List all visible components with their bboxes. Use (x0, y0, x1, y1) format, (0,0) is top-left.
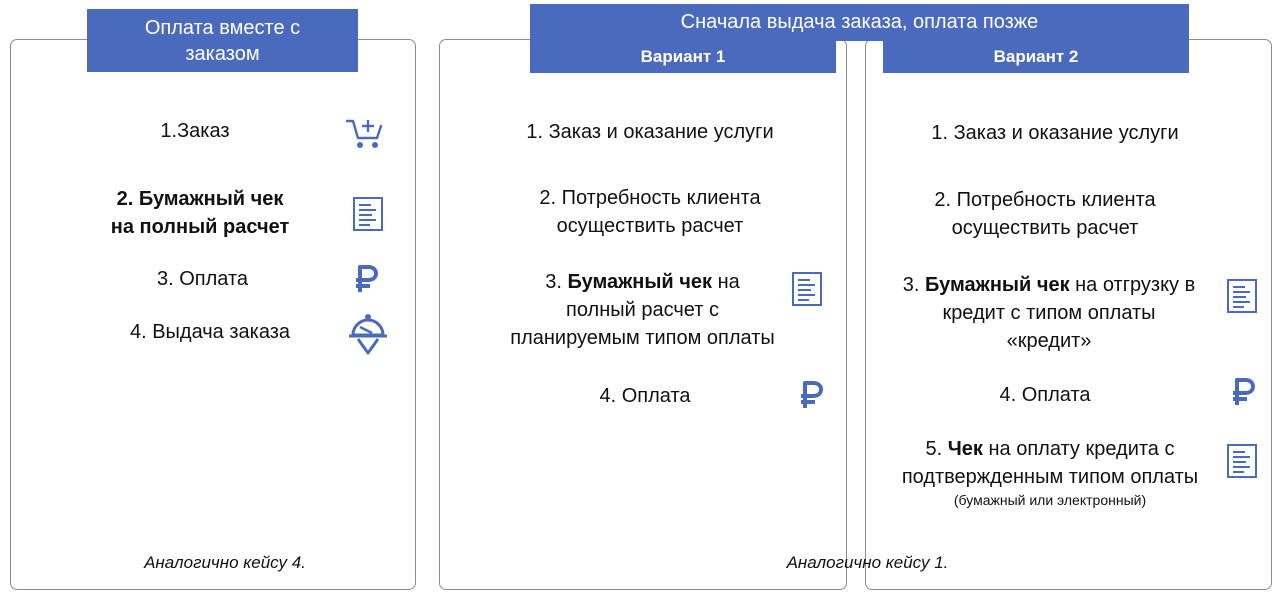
variant2-header (883, 41, 1189, 73)
v2-step-3 (878, 271, 1220, 355)
v2-step-3-prefix: 3. (902, 274, 926, 296)
v1-step-4 (560, 382, 730, 410)
left-step-2 (80, 185, 320, 241)
cart-add-icon (346, 116, 384, 150)
top-header-text: Сначала выдача заказа, оплата позже (680, 11, 1039, 33)
v1-step-3-line3: планируемым типом оплаты (510, 327, 775, 349)
v2-step-1 (885, 119, 1225, 147)
v1-step-3-line2: полный расчет с (566, 299, 719, 321)
right-note-text: Аналогично кейсу 1. (786, 553, 949, 572)
left-note (110, 552, 340, 574)
v2-step-5-bold: Чек (947, 438, 983, 460)
v1-step-3-rest: на (712, 271, 740, 293)
v2-step-3-rest: на отгрузку в (1069, 274, 1196, 296)
receipt-icon (1226, 443, 1258, 479)
left-step-4-text: 4. Выдача заказа (129, 321, 291, 343)
left-step-1 (120, 117, 270, 145)
v1-step-3 (480, 268, 805, 352)
v2-step-3-bold: Бумажный чек (925, 274, 1070, 296)
ruble-icon (798, 380, 824, 410)
v2-step-2-line2: осуществить расчет (951, 217, 1139, 239)
left-panel-header (87, 9, 358, 72)
v2-step-4 (960, 381, 1130, 409)
v1-step-4-text: 4. Оплата (599, 385, 691, 407)
v1-step-1-text: 1. Заказ и оказание услуги (526, 121, 774, 143)
v1-step-3-bold: Бумажный чек (567, 271, 713, 293)
left-step-4 (95, 318, 325, 346)
left-step-1-text: 1.Заказ (160, 120, 230, 142)
v2-step-5-prefix: 5. (925, 438, 948, 460)
top-header (530, 4, 1189, 41)
v2-step-5-note: (бумажный или электронный) (953, 492, 1147, 508)
receipt-icon (791, 271, 823, 307)
v1-step-2-line2: осуществить расчет (556, 215, 744, 237)
v2-step-1-text: 1. Заказ и оказание услуги (931, 122, 1179, 144)
ruble-icon (1230, 377, 1256, 407)
v2-step-3-line3: «кредит» (1006, 330, 1092, 352)
receipt-icon (352, 196, 384, 232)
v2-step-5-rest: на оплату кредита с (982, 438, 1175, 460)
v2-step-4-text: 4. Оплата (999, 384, 1091, 406)
variant2-header-text: Вариант 2 (993, 47, 1079, 66)
v1-step-3-prefix: 3. (545, 271, 568, 293)
left-panel-header-text: Оплата вместе с заказом (144, 16, 301, 65)
receipt-icon (1226, 278, 1258, 314)
v1-step-2 (480, 184, 820, 240)
v1-step-2-line1: 2. Потребность клиента (539, 187, 761, 209)
left-step-2-line1: 2. Бумажный чек (116, 188, 284, 210)
left-step-3 (120, 265, 285, 293)
v2-step-5 (870, 435, 1230, 509)
variant1-header (530, 41, 836, 73)
v2-step-5-line2: подтвержденным типом оплаты (901, 466, 1199, 488)
delivery-dish-icon (348, 313, 388, 357)
v2-step-2-line1: 2. Потребность клиента (934, 189, 1156, 211)
v1-step-1 (480, 118, 820, 146)
right-note (740, 552, 995, 574)
v2-step-2 (875, 186, 1215, 242)
left-step-2-line2: на полный расчет (110, 216, 290, 238)
left-note-text: Аналогично кейсу 4. (144, 553, 306, 572)
v2-step-3-line2: кредит с типом оплаты (942, 302, 1156, 324)
ruble-icon (353, 264, 379, 294)
variant1-header-text: Вариант 1 (640, 47, 726, 66)
left-step-3-text: 3. Оплата (156, 268, 249, 290)
